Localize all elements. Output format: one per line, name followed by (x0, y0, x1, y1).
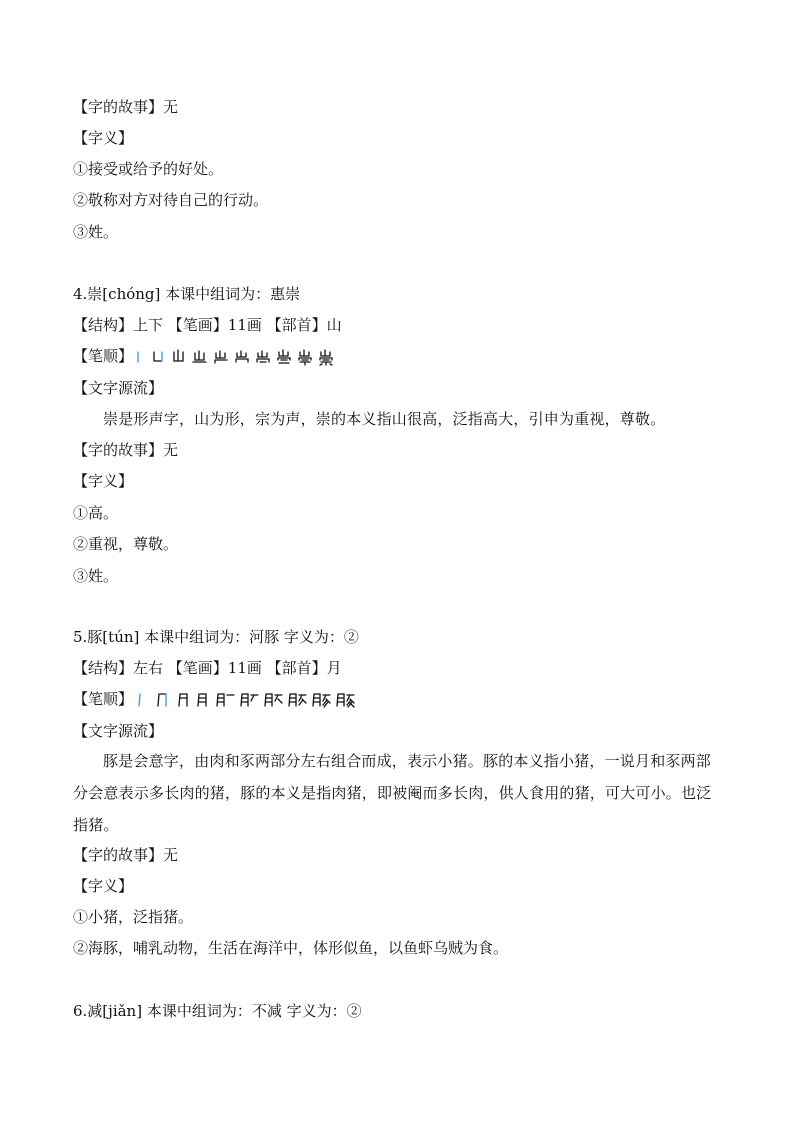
section5-story: 【字的故事】无 (73, 846, 179, 864)
section4-origin-text: 崇是形声字，山为形，宗为声，崇的本义指山很高，泛指高大，引申为重视，尊敬。 (103, 410, 666, 428)
section4-meaning-header: 【字义】 (73, 472, 134, 490)
section6-heading: 6.减[jiǎn] 本课中组词为：不减 字义为：② (73, 1002, 362, 1020)
section3-story: 【字的故事】无 (73, 98, 179, 116)
section5-meaning-1: ①小猪，泛指猪。 (73, 908, 194, 926)
section4-stroke-order (73, 346, 733, 366)
stroke-order-tun-icon (135, 691, 355, 709)
section4-meaning-2: ②重视，尊敬。 (73, 535, 179, 553)
section4-stroke-label: 【笔顺】 (73, 347, 134, 365)
section3-meaning-header: 【字义】 (73, 129, 134, 147)
section4-story: 【字的故事】无 (73, 441, 179, 459)
section4-structure: 【结构】上下 【笔画】11画 【部首】山 (73, 316, 342, 334)
section4-heading: 4.崇[chóng] 本课中组词为：惠崇 (73, 285, 301, 303)
section5-stroke-label: 【笔顺】 (73, 690, 134, 708)
section3-meaning-1: ①接受或给予的好处。 (73, 160, 224, 178)
section4-meaning-1: ①高。 (73, 504, 119, 522)
section5-origin-header: 【文字源流】 (73, 722, 164, 740)
section4-meaning-3: ③姓。 (73, 567, 119, 585)
section5-heading: 5.豚[tún] 本课中组词为：河豚 字义为：② (73, 628, 359, 646)
section4-origin-header: 【文字源流】 (73, 379, 164, 397)
section5-structure: 【结构】左右 【笔画】11画 【部首】月 (73, 659, 342, 677)
section5-meaning-2: ②海豚，哺乳动物，生活在海洋中，体形似鱼，以鱼虾乌贼为食。 (73, 939, 509, 957)
section5-stroke-order (73, 689, 733, 709)
section3-meaning-2: ②敬称对方对待自己的行动。 (73, 191, 269, 209)
section3-meaning-3: ③姓。 (73, 223, 119, 241)
stroke-order-chong-icon (135, 348, 335, 366)
section5-origin-text: 豚是会意字，由肉和豕两部分左右组合而成，表示小猪。豚的本义指小猪，一说月和豕两部分会意表示多长肉的猪，豚的本义是指肉猪，即被阉而多长肉，供人食用的猪，可大可小。也泛指猪。 (73, 752, 712, 834)
section5-meaning-header: 【字义】 (73, 877, 134, 895)
